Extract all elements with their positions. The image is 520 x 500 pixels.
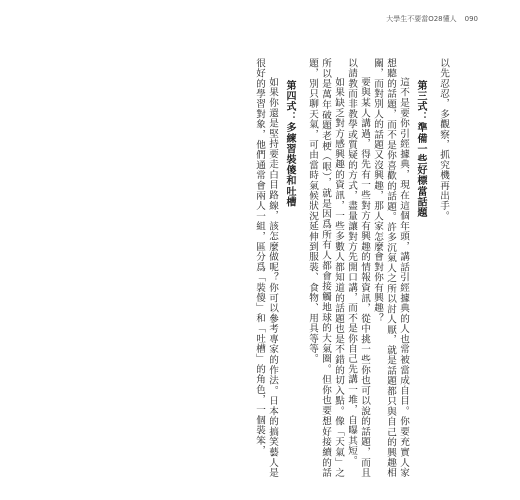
page-body — [253, 58, 450, 478]
page-number: 090 — [464, 15, 478, 23]
book-title: 大學生不要當O28懂人 — [386, 15, 457, 23]
running-header — [386, 14, 478, 24]
paragraph: 以先忍忍，多觀察，抓究機再出手。 — [438, 58, 449, 222]
section-heading: 第三式：準備一些好標當話題 — [415, 80, 426, 218]
paragraph: 要與某人講過，得先有一些對方有興趣的情報資訊，從中挑一些你也可以說的話題，而且以請教而非教學或質疑的方式，盡量讓對方先開口講，而不是你自己先講一堆，自曝其短。 — [346, 58, 370, 478]
paragraph: 這不是要你引經據典，現在這個年頭，講話引經據典的人也常被當成自目。你要充實人家想聽的話題，而不是你喜歡的話題。許多沉氣人之所以討人厭，就是話題都只與自己的興趣相關，而對別人的話題又沒興趣，那人家怎麼會對你有興趣？ — [372, 58, 409, 478]
paragraph: 如果缺乏對方感興趣的資訊，一些多數人都知道的話題也是不錯的切入點。像「天氣」之所以是萬年破題老梗（哏），就是因爲所有人都會接觸地球的大氣圈。但你也要想好接續的話題，別只聊天氣，可由當時氣候狀況延伸到服裝、食物、用具等等。 — [307, 58, 344, 478]
paragraph: 如果你還是堅持要走白目路線，該怎麼做呢？你可以參考專家的作法。日本的搞笑藝人是很好的學習對象，他們通常會兩人一組，區分爲「裝傻」和「吐槽」的角色，一個裝笨， — [254, 58, 278, 478]
section-heading: 第四式：多練習裝傻和吐槽 — [284, 80, 295, 208]
